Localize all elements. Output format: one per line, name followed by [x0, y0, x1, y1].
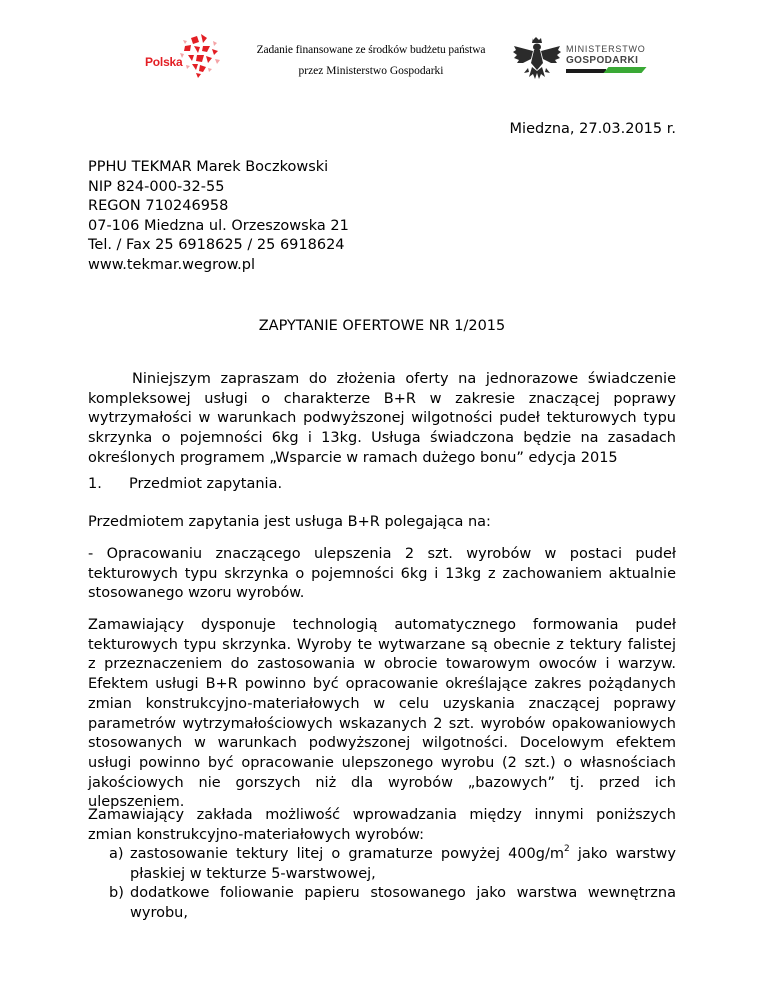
- document-date: Miedzna, 27.03.2015 r.: [509, 121, 676, 137]
- ministry-logo: [566, 44, 646, 73]
- sender-block: [88, 158, 349, 276]
- changes-intro: Zamawiający zakłada możliwość wprowadzania między innymi poniższych zmian konstrukcyjno-materiałowych wyrobów:: [88, 807, 676, 843]
- page-header: [0, 34, 768, 84]
- list-item-text: zastosowanie tektury litej o gramaturze powyżej 400g/m: [130, 846, 564, 862]
- changes-list: [88, 845, 676, 924]
- list-item: [88, 884, 676, 923]
- list-item-marker: a): [109, 846, 124, 862]
- sender-address: 07-106 Miedzna ul. Orzeszowska 21: [88, 217, 349, 234]
- funding-line-1: Zadanie finansowane ze środków budżetu państwa: [256, 44, 486, 56]
- ministry-name-line-1: MINISTERSTWO: [566, 44, 646, 54]
- subject-item: - Opracowaniu znaczącego ulepszenia 2 szt. wyrobów w postaci pudeł tekturowych typu skrzynka o pojemności 6kg i 13kg z zachowaniem aktualnie stosowanego wzoru wyrobów.: [88, 546, 676, 602]
- sender-regon: REGON 710246958: [88, 198, 229, 215]
- funding-statement: [256, 40, 486, 82]
- section-1-number: 1.: [88, 476, 102, 492]
- eagle-emblem-icon: [512, 37, 562, 81]
- list-item-superscript: 2: [563, 844, 570, 855]
- list-item-text-continued: jako warstwy płaskiej w tekturze 5-warstwowej,: [130, 846, 676, 882]
- polska-logo: [145, 34, 225, 84]
- intro-paragraph: Niniejszym zapraszam do złożenia oferty na jednorazowe świadczenie kompleksowej usługi o charakterze B+R w zakresie znaczącej poprawy wytrzymałości w warunkach podwyższonej wilgotności pudeł tekturowych typu skrzynka o pojemności 6kg i 13kg. Usługa świadczona będzie na zasadach określonych programem „Wsparcie w ramach dużego bonu” edycja 2015: [88, 371, 676, 466]
- list-item: [88, 845, 676, 884]
- document-title: ZAPYTANIE OFERTOWE NR 1/2015: [258, 318, 506, 334]
- subject-intro: Przedmiotem zapytania jest usługa B+R polegająca na:: [88, 514, 491, 530]
- ministry-logo-bar: [566, 69, 632, 73]
- sender-company: PPHU TEKMAR Marek Boczkowski: [88, 159, 329, 175]
- section-1-heading: [88, 475, 282, 495]
- list-item-text: dodatkowe foliowanie papieru stosowanego jako warstwa wewnętrzna wyrobu,: [130, 885, 676, 922]
- polska-logo-text: Polska: [145, 55, 183, 69]
- funding-line-2: przez Ministerstwo Gospodarki: [298, 65, 444, 77]
- context-paragraph: Zamawiający dysponuje technologią automatycznego formowania pudeł tekturowych typu skrzynka. Wyroby te wytwarzane są obecnie z tektury falistej z przeznaczeniem do zastosowania w obrocie towarowym owoców i warzyw. Efektem usługi B+R powinno być opracowanie określające zakres pożądanych zmian konstrukcyjno-materiałowych w celu uzyskania znaczącej poprawy parametrów wytrzymałościowych wskazanych 2 szt. wyrobów opakowaniowych stosowanych w warunkach podwyższonej wilgotności. Docelowym efektem usługi powinno być opracowanie ulepszonego wyrobu (2 szt.) o własnościach jakościowych nie gorszych niż dla wyrobów „bazowych” tj. przed ich ulepszeniem.: [88, 617, 676, 811]
- polska-logo-icon: [177, 34, 225, 78]
- section-1-title: Przedmiot zapytania.: [129, 476, 283, 492]
- sender-phone: Tel. / Fax 25 6918625 / 25 6918624: [88, 237, 345, 254]
- list-item-marker: b): [109, 885, 124, 902]
- sender-nip: NIP 824-000-32-55: [88, 178, 225, 195]
- sender-website: www.tekmar.wegrow.pl: [88, 256, 255, 273]
- ministry-name-line-2: GOSPODARKI: [566, 55, 639, 66]
